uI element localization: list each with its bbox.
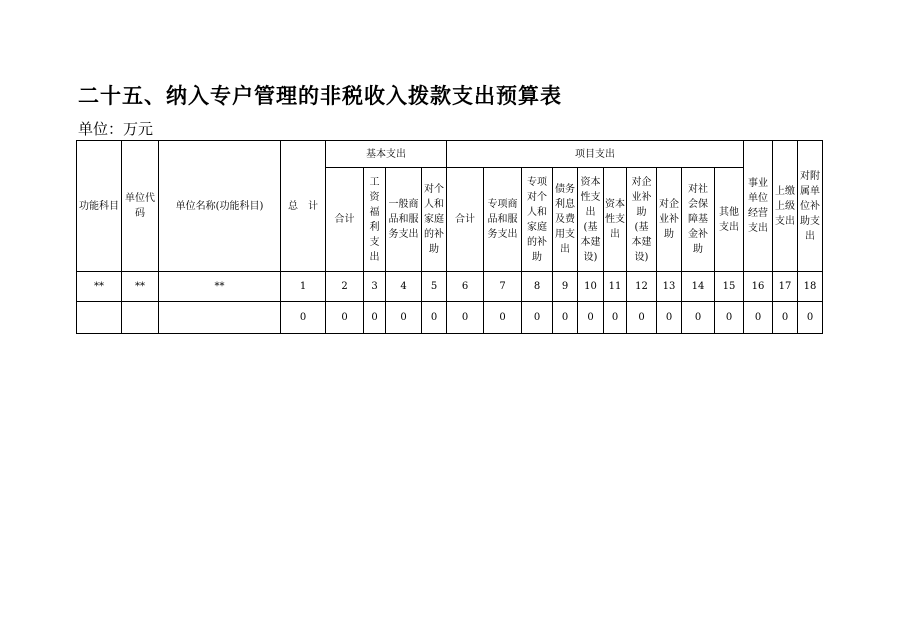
index-cell: 18	[798, 272, 823, 302]
index-cell: 5	[422, 272, 447, 302]
data-cell: 0	[682, 302, 715, 334]
header-biz-op: 事业 单位 经营 支出	[744, 141, 773, 272]
data-cell: 0	[798, 302, 823, 334]
data-cell: 0	[422, 302, 447, 334]
index-row	[77, 272, 823, 302]
index-cell: 7	[484, 272, 522, 302]
header-project-capital: 资本 性支 出	[604, 168, 627, 272]
data-cell: 0	[522, 302, 553, 334]
data-cell: 0	[604, 302, 627, 334]
data-cell: 0	[627, 302, 657, 334]
index-cell: 2	[326, 272, 364, 302]
header-project-subtotal: 合计	[447, 168, 484, 272]
index-cell: 11	[604, 272, 627, 302]
header-project-household: 专项 对个 人和 家庭 的补 助	[522, 168, 553, 272]
data-cell: 0	[484, 302, 522, 334]
data-cell: 0	[447, 302, 484, 334]
header-project-social-security: 对社 会保 障基 金补 助	[682, 168, 715, 272]
header-project-capital-construction: 资本 性支 出 (基 本建 设)	[578, 168, 604, 272]
header-func-subject: 功能科目	[77, 141, 122, 272]
header-basic-subtotal: 合计	[326, 168, 364, 272]
index-cell: 4	[386, 272, 422, 302]
index-cell: 14	[682, 272, 715, 302]
header-project-enterprise-construction: 对企 业补 助 (基 本建 设)	[627, 168, 657, 272]
data-cell: 0	[657, 302, 682, 334]
index-cell: **	[77, 272, 122, 302]
data-cell: 0	[744, 302, 773, 334]
index-cell: **	[159, 272, 281, 302]
index-cell: 8	[522, 272, 553, 302]
data-cell: 0	[553, 302, 578, 334]
index-cell: **	[122, 272, 159, 302]
header-project-group: 项目支出	[447, 141, 744, 168]
data-cell: 0	[386, 302, 422, 334]
data-row	[77, 302, 823, 334]
index-cell: 12	[627, 272, 657, 302]
index-cell: 17	[773, 272, 798, 302]
header-project-enterprise: 对企 业补 助	[657, 168, 682, 272]
unit-label: 单位：万元	[78, 120, 154, 138]
header-unit-name: 单位名称(功能科目)	[159, 141, 281, 272]
data-cell	[77, 302, 122, 334]
header-total: 总 计	[281, 141, 326, 272]
data-cell	[159, 302, 281, 334]
data-cell: 0	[773, 302, 798, 334]
index-cell: 10	[578, 272, 604, 302]
index-cell: 6	[447, 272, 484, 302]
header-row-group	[77, 141, 823, 168]
index-cell: 16	[744, 272, 773, 302]
header-unit-code: 单位代 码	[122, 141, 159, 272]
header-basic-group: 基本支出	[326, 141, 447, 168]
data-cell: 0	[281, 302, 326, 334]
data-cell: 0	[578, 302, 604, 334]
data-cell: 0	[326, 302, 364, 334]
header-basic-wages: 工 资 福 利 支 出	[364, 168, 386, 272]
data-cell	[122, 302, 159, 334]
index-cell: 3	[364, 272, 386, 302]
index-cell: 9	[553, 272, 578, 302]
index-cell: 13	[657, 272, 682, 302]
data-cell: 0	[715, 302, 744, 334]
header-project-goods: 专项商 品和服 务支出	[484, 168, 522, 272]
page-title: 二十五、纳入专户管理的非税收入拨款支出预算表	[78, 83, 562, 108]
header-project-other: 其他 支出	[715, 168, 744, 272]
budget-table	[76, 140, 823, 334]
header-project-debt: 债务 利息 及费 用支 出	[553, 168, 578, 272]
data-cell: 0	[364, 302, 386, 334]
header-basic-goods: 一般商 品和服 务支出	[386, 168, 422, 272]
header-basic-household: 对个 人和 家庭 的补 助	[422, 168, 447, 272]
header-superior: 上缴 上级 支出	[773, 141, 798, 272]
index-cell: 1	[281, 272, 326, 302]
header-affiliated: 对附 属单 位补 助支 出	[798, 141, 823, 272]
index-cell: 15	[715, 272, 744, 302]
